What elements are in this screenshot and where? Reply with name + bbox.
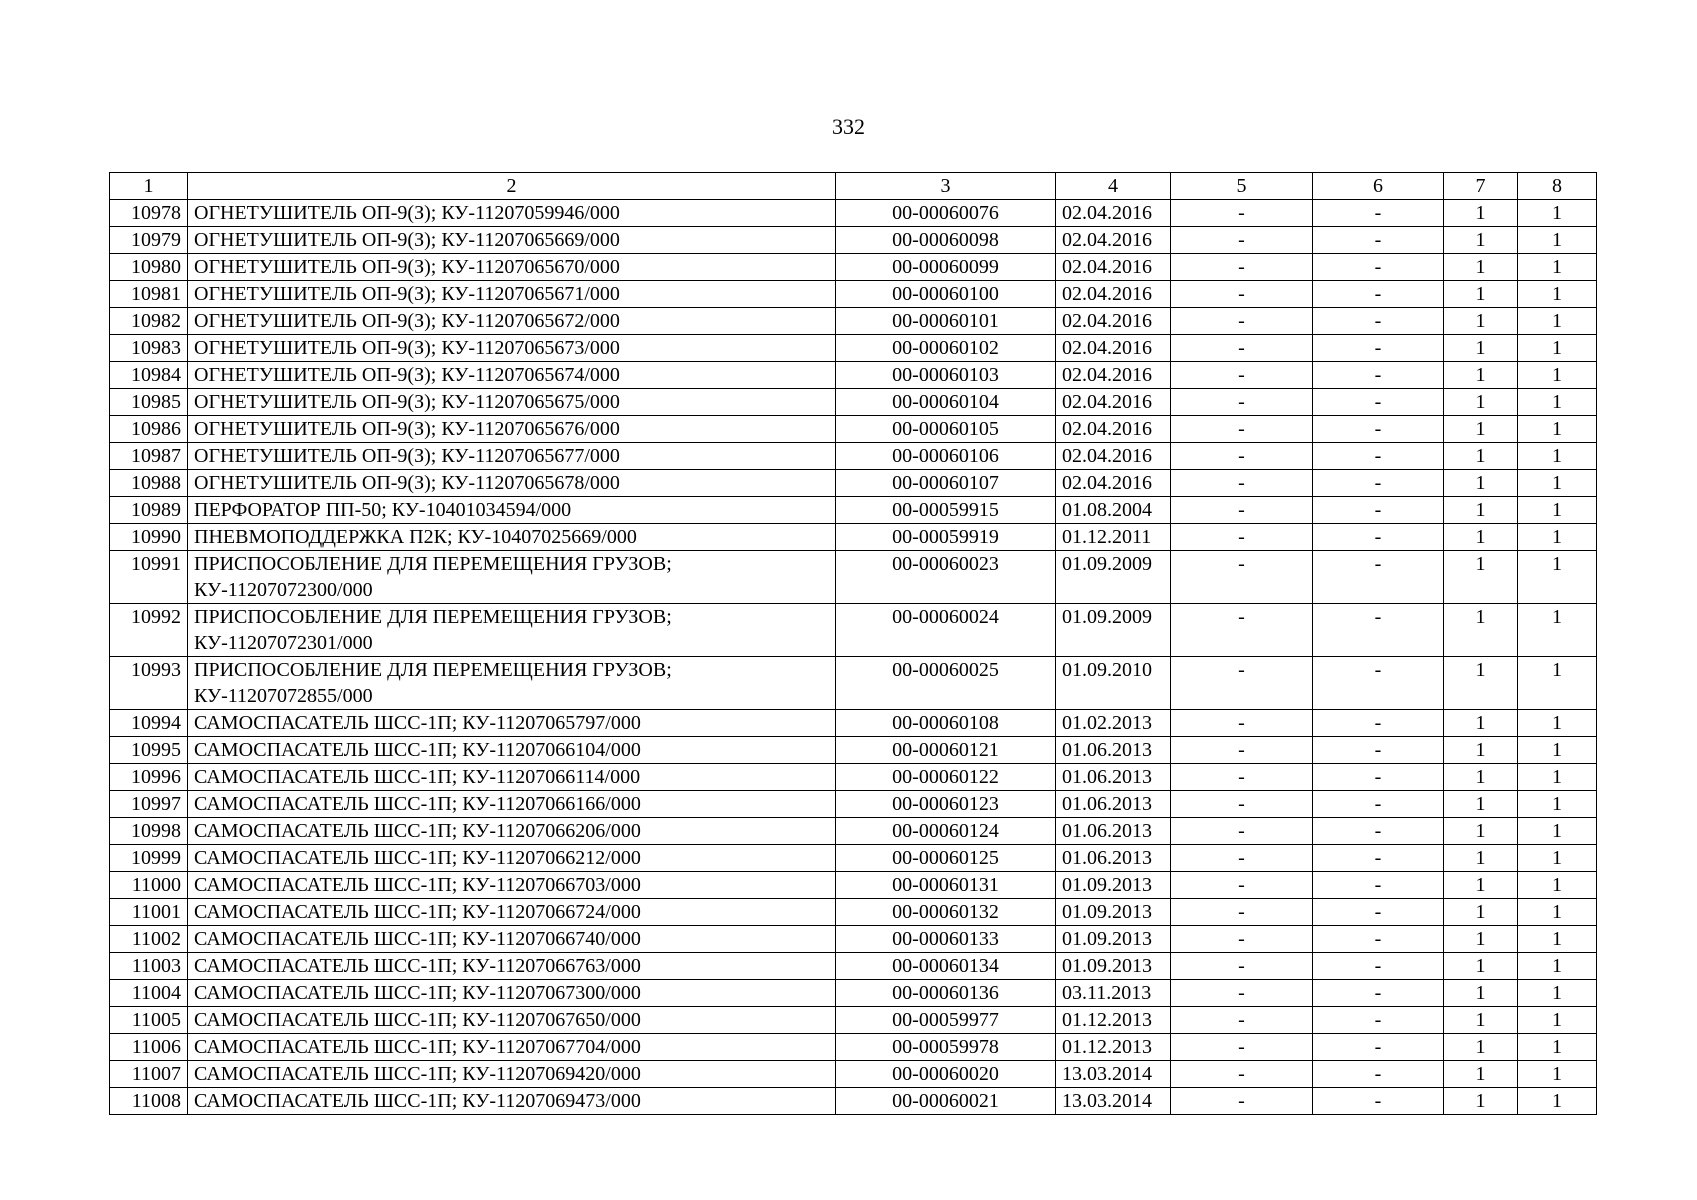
- col-5: -: [1171, 953, 1313, 980]
- col-6: -: [1313, 1088, 1444, 1115]
- col-5: -: [1171, 524, 1313, 551]
- col-8: 1: [1518, 308, 1597, 335]
- inventory-code: 00-00060131: [836, 872, 1056, 899]
- header-cell: 3: [836, 173, 1056, 200]
- table-row: [110, 872, 1597, 899]
- row-number: 10992: [110, 604, 188, 657]
- row-number: 10979: [110, 227, 188, 254]
- table-row: [110, 899, 1597, 926]
- header-row: [110, 173, 1597, 200]
- page-number: 332: [832, 114, 865, 139]
- item-name: ПРИСПОСОБЛЕНИЕ ДЛЯ ПЕРЕМЕЩЕНИЯ ГРУЗОВ; КУ-11207072855/000: [188, 657, 836, 710]
- col-8: 1: [1518, 604, 1597, 657]
- row-number: 10993: [110, 657, 188, 710]
- inventory-code: 00-00060134: [836, 953, 1056, 980]
- col-6: -: [1313, 281, 1444, 308]
- col-8: 1: [1518, 362, 1597, 389]
- inventory-code: 00-00060121: [836, 737, 1056, 764]
- item-name: САМОСПАСАТЕЛЬ ШСС-1П; КУ-11207065797/000: [188, 710, 836, 737]
- col-6: -: [1313, 710, 1444, 737]
- table-row: [110, 1007, 1597, 1034]
- date: 01.09.2009: [1056, 604, 1171, 657]
- inventory-code: 00-00060124: [836, 818, 1056, 845]
- col-8: 1: [1518, 1061, 1597, 1088]
- col-8: 1: [1518, 389, 1597, 416]
- col-5: -: [1171, 551, 1313, 604]
- col-7: 1: [1444, 227, 1518, 254]
- date: 01.12.2011: [1056, 524, 1171, 551]
- col-8: 1: [1518, 1007, 1597, 1034]
- col-5: -: [1171, 1061, 1313, 1088]
- date: 01.12.2013: [1056, 1034, 1171, 1061]
- col-6: -: [1313, 764, 1444, 791]
- item-name: ОГНЕТУШИТЕЛЬ ОП-9(З); КУ-11207065673/000: [188, 335, 836, 362]
- col-7: 1: [1444, 281, 1518, 308]
- item-name: ОГНЕТУШИТЕЛЬ ОП-9(З); КУ-11207065675/000: [188, 389, 836, 416]
- col-8: 1: [1518, 443, 1597, 470]
- inventory-code: 00-00059977: [836, 1007, 1056, 1034]
- item-name: САМОСПАСАТЕЛЬ ШСС-1П; КУ-11207066104/000: [188, 737, 836, 764]
- header-cell: 8: [1518, 173, 1597, 200]
- col-5: -: [1171, 737, 1313, 764]
- inventory-code: 00-00060122: [836, 764, 1056, 791]
- row-number: 10995: [110, 737, 188, 764]
- item-name: САМОСПАСАТЕЛЬ ШСС-1П; КУ-11207066763/000: [188, 953, 836, 980]
- col-7: 1: [1444, 200, 1518, 227]
- col-7: 1: [1444, 899, 1518, 926]
- table-row: [110, 1088, 1597, 1115]
- inventory-code: 00-00060107: [836, 470, 1056, 497]
- col-7: 1: [1444, 926, 1518, 953]
- inventory-code: 00-00060076: [836, 200, 1056, 227]
- col-6: -: [1313, 737, 1444, 764]
- col-5: -: [1171, 470, 1313, 497]
- col-8: 1: [1518, 281, 1597, 308]
- inventory-code: 00-00060108: [836, 710, 1056, 737]
- inventory-code: 00-00060101: [836, 308, 1056, 335]
- row-number: 10987: [110, 443, 188, 470]
- col-8: 1: [1518, 227, 1597, 254]
- col-7: 1: [1444, 791, 1518, 818]
- col-5: -: [1171, 710, 1313, 737]
- date: 02.04.2016: [1056, 308, 1171, 335]
- item-name: ОГНЕТУШИТЕЛЬ ОП-9(З); КУ-11207059946/000: [188, 200, 836, 227]
- table-row: [110, 657, 1597, 710]
- inventory-code: 00-00060104: [836, 389, 1056, 416]
- inventory-code: 00-00060099: [836, 254, 1056, 281]
- inventory-code: 00-00060125: [836, 845, 1056, 872]
- inventory-table: [109, 172, 1597, 1115]
- row-number: 10985: [110, 389, 188, 416]
- table-row: [110, 551, 1597, 604]
- col-6: -: [1313, 497, 1444, 524]
- col-5: -: [1171, 227, 1313, 254]
- item-name: САМОСПАСАТЕЛЬ ШСС-1П; КУ-11207066740/000: [188, 926, 836, 953]
- item-name: ОГНЕТУШИТЕЛЬ ОП-9(З); КУ-11207065676/000: [188, 416, 836, 443]
- row-number: 11002: [110, 926, 188, 953]
- table-row: [110, 497, 1597, 524]
- date: 01.06.2013: [1056, 764, 1171, 791]
- item-name: САМОСПАСАТЕЛЬ ШСС-1П; КУ-11207069420/000: [188, 1061, 836, 1088]
- col-7: 1: [1444, 362, 1518, 389]
- row-number: 11000: [110, 872, 188, 899]
- col-8: 1: [1518, 200, 1597, 227]
- item-name: ОГНЕТУШИТЕЛЬ ОП-9(З); КУ-11207065674/000: [188, 362, 836, 389]
- col-5: -: [1171, 497, 1313, 524]
- inventory-code: 00-00060136: [836, 980, 1056, 1007]
- row-number: 10981: [110, 281, 188, 308]
- item-name: ОГНЕТУШИТЕЛЬ ОП-9(З); КУ-11207065670/000: [188, 254, 836, 281]
- row-number: 10990: [110, 524, 188, 551]
- inventory-code: 00-00060105: [836, 416, 1056, 443]
- row-number: 10982: [110, 308, 188, 335]
- date: 02.04.2016: [1056, 443, 1171, 470]
- col-7: 1: [1444, 416, 1518, 443]
- table-body: [110, 173, 1597, 1115]
- row-number: 11006: [110, 1034, 188, 1061]
- col-5: -: [1171, 791, 1313, 818]
- row-number: 10991: [110, 551, 188, 604]
- col-8: 1: [1518, 899, 1597, 926]
- inventory-code: 00-00059978: [836, 1034, 1056, 1061]
- item-name: ОГНЕТУШИТЕЛЬ ОП-9(З); КУ-11207065678/000: [188, 470, 836, 497]
- col-6: -: [1313, 416, 1444, 443]
- col-6: -: [1313, 818, 1444, 845]
- date: 01.12.2013: [1056, 1007, 1171, 1034]
- date: 02.04.2016: [1056, 254, 1171, 281]
- table-row: [110, 470, 1597, 497]
- inventory-code: 00-00060025: [836, 657, 1056, 710]
- row-number: 11005: [110, 1007, 188, 1034]
- col-6: -: [1313, 335, 1444, 362]
- item-name: ПРИСПОСОБЛЕНИЕ ДЛЯ ПЕРЕМЕЩЕНИЯ ГРУЗОВ; КУ-11207072300/000: [188, 551, 836, 604]
- col-6: -: [1313, 389, 1444, 416]
- col-6: -: [1313, 470, 1444, 497]
- row-number: 10980: [110, 254, 188, 281]
- col-6: -: [1313, 524, 1444, 551]
- item-name: САМОСПАСАТЕЛЬ ШСС-1П; КУ-11207069473/000: [188, 1088, 836, 1115]
- table-row: [110, 416, 1597, 443]
- table-row: [110, 953, 1597, 980]
- table-row: [110, 443, 1597, 470]
- col-7: 1: [1444, 953, 1518, 980]
- date: 02.04.2016: [1056, 389, 1171, 416]
- col-8: 1: [1518, 926, 1597, 953]
- row-number: 10996: [110, 764, 188, 791]
- table-row: [110, 200, 1597, 227]
- date: 13.03.2014: [1056, 1061, 1171, 1088]
- col-7: 1: [1444, 818, 1518, 845]
- col-7: 1: [1444, 604, 1518, 657]
- col-6: -: [1313, 1007, 1444, 1034]
- col-8: 1: [1518, 872, 1597, 899]
- table-row: [110, 604, 1597, 657]
- item-name: ОГНЕТУШИТЕЛЬ ОП-9(З); КУ-11207065671/000: [188, 281, 836, 308]
- col-7: 1: [1444, 764, 1518, 791]
- col-8: 1: [1518, 335, 1597, 362]
- col-5: -: [1171, 443, 1313, 470]
- table-row: [110, 227, 1597, 254]
- date: 02.04.2016: [1056, 416, 1171, 443]
- date: 01.09.2009: [1056, 551, 1171, 604]
- table-row: [110, 362, 1597, 389]
- date: 01.06.2013: [1056, 818, 1171, 845]
- date: 01.06.2013: [1056, 791, 1171, 818]
- col-7: 1: [1444, 551, 1518, 604]
- inventory-code: 00-00060133: [836, 926, 1056, 953]
- col-7: 1: [1444, 737, 1518, 764]
- col-5: -: [1171, 764, 1313, 791]
- date: 01.09.2013: [1056, 899, 1171, 926]
- row-number: 11001: [110, 899, 188, 926]
- col-7: 1: [1444, 980, 1518, 1007]
- col-8: 1: [1518, 416, 1597, 443]
- col-8: 1: [1518, 953, 1597, 980]
- col-8: 1: [1518, 551, 1597, 604]
- col-6: -: [1313, 604, 1444, 657]
- table-row: [110, 389, 1597, 416]
- date: 01.06.2013: [1056, 845, 1171, 872]
- header-cell: 5: [1171, 173, 1313, 200]
- date: 01.02.2013: [1056, 710, 1171, 737]
- col-8: 1: [1518, 737, 1597, 764]
- col-7: 1: [1444, 335, 1518, 362]
- col-5: -: [1171, 980, 1313, 1007]
- col-7: 1: [1444, 389, 1518, 416]
- col-5: -: [1171, 899, 1313, 926]
- col-8: 1: [1518, 470, 1597, 497]
- col-5: -: [1171, 845, 1313, 872]
- table-row: [110, 1034, 1597, 1061]
- item-name: САМОСПАСАТЕЛЬ ШСС-1П; КУ-11207067650/000: [188, 1007, 836, 1034]
- table-row: [110, 818, 1597, 845]
- table-row: [110, 335, 1597, 362]
- row-number: 10986: [110, 416, 188, 443]
- item-name: ОГНЕТУШИТЕЛЬ ОП-9(З); КУ-11207065669/000: [188, 227, 836, 254]
- table-row: [110, 926, 1597, 953]
- col-5: -: [1171, 416, 1313, 443]
- date: 03.11.2013: [1056, 980, 1171, 1007]
- table-row: [110, 254, 1597, 281]
- date: 13.03.2014: [1056, 1088, 1171, 1115]
- item-name: САМОСПАСАТЕЛЬ ШСС-1П; КУ-11207067704/000: [188, 1034, 836, 1061]
- col-6: -: [1313, 254, 1444, 281]
- row-number: 11004: [110, 980, 188, 1007]
- col-5: -: [1171, 1034, 1313, 1061]
- col-8: 1: [1518, 845, 1597, 872]
- row-number: 10984: [110, 362, 188, 389]
- col-6: -: [1313, 1034, 1444, 1061]
- date: 01.09.2013: [1056, 953, 1171, 980]
- row-number: 10989: [110, 497, 188, 524]
- date: 02.04.2016: [1056, 362, 1171, 389]
- date: 02.04.2016: [1056, 335, 1171, 362]
- col-8: 1: [1518, 764, 1597, 791]
- header-cell: 1: [110, 173, 188, 200]
- date: 02.04.2016: [1056, 227, 1171, 254]
- col-8: 1: [1518, 710, 1597, 737]
- item-name: ПРИСПОСОБЛЕНИЕ ДЛЯ ПЕРЕМЕЩЕНИЯ ГРУЗОВ; КУ-11207072301/000: [188, 604, 836, 657]
- col-7: 1: [1444, 497, 1518, 524]
- inventory-code: 00-00060098: [836, 227, 1056, 254]
- date: 01.06.2013: [1056, 737, 1171, 764]
- item-name: САМОСПАСАТЕЛЬ ШСС-1П; КУ-11207066206/000: [188, 818, 836, 845]
- inventory-code: 00-00060102: [836, 335, 1056, 362]
- item-name: САМОСПАСАТЕЛЬ ШСС-1П; КУ-11207067300/000: [188, 980, 836, 1007]
- col-6: -: [1313, 926, 1444, 953]
- col-7: 1: [1444, 1007, 1518, 1034]
- inventory-code: 00-00060021: [836, 1088, 1056, 1115]
- header-cell: 7: [1444, 173, 1518, 200]
- col-8: 1: [1518, 1034, 1597, 1061]
- col-7: 1: [1444, 845, 1518, 872]
- col-6: -: [1313, 980, 1444, 1007]
- item-name: САМОСПАСАТЕЛЬ ШСС-1П; КУ-11207066166/000: [188, 791, 836, 818]
- col-7: 1: [1444, 470, 1518, 497]
- inventory-code: 00-00060024: [836, 604, 1056, 657]
- date: 01.09.2013: [1056, 926, 1171, 953]
- table-row: [110, 1061, 1597, 1088]
- row-number: 10999: [110, 845, 188, 872]
- col-8: 1: [1518, 818, 1597, 845]
- table-row: [110, 710, 1597, 737]
- table-row: [110, 791, 1597, 818]
- row-number: 10978: [110, 200, 188, 227]
- col-6: -: [1313, 227, 1444, 254]
- table-row: [110, 737, 1597, 764]
- col-5: -: [1171, 254, 1313, 281]
- col-7: 1: [1444, 710, 1518, 737]
- col-8: 1: [1518, 1088, 1597, 1115]
- col-5: -: [1171, 1088, 1313, 1115]
- col-5: -: [1171, 389, 1313, 416]
- col-7: 1: [1444, 1034, 1518, 1061]
- col-7: 1: [1444, 1061, 1518, 1088]
- item-name: ОГНЕТУШИТЕЛЬ ОП-9(З); КУ-11207065672/000: [188, 308, 836, 335]
- item-name: ОГНЕТУШИТЕЛЬ ОП-9(З); КУ-11207065677/000: [188, 443, 836, 470]
- item-name: ПНЕВМОПОДДЕРЖКА П2К; КУ-10407025669/000: [188, 524, 836, 551]
- inventory-code: 00-00059915: [836, 497, 1056, 524]
- inventory-code: 00-00059919: [836, 524, 1056, 551]
- col-7: 1: [1444, 308, 1518, 335]
- col-6: -: [1313, 362, 1444, 389]
- row-number: 10983: [110, 335, 188, 362]
- row-number: 11008: [110, 1088, 188, 1115]
- inventory-code: 00-00060123: [836, 791, 1056, 818]
- col-8: 1: [1518, 980, 1597, 1007]
- inventory-code: 00-00060020: [836, 1061, 1056, 1088]
- col-5: -: [1171, 281, 1313, 308]
- item-name: ПЕРФОРАТОР ПП-50; КУ-10401034594/000: [188, 497, 836, 524]
- table-row: [110, 764, 1597, 791]
- row-number: 11007: [110, 1061, 188, 1088]
- col-6: -: [1313, 872, 1444, 899]
- row-number: 11003: [110, 953, 188, 980]
- col-5: -: [1171, 657, 1313, 710]
- header-cell: 6: [1313, 173, 1444, 200]
- col-6: -: [1313, 899, 1444, 926]
- col-6: -: [1313, 308, 1444, 335]
- col-7: 1: [1444, 524, 1518, 551]
- col-6: -: [1313, 200, 1444, 227]
- table-row: [110, 845, 1597, 872]
- col-5: -: [1171, 872, 1313, 899]
- col-5: -: [1171, 335, 1313, 362]
- col-5: -: [1171, 604, 1313, 657]
- row-number: 10997: [110, 791, 188, 818]
- item-name: САМОСПАСАТЕЛЬ ШСС-1П; КУ-11207066114/000: [188, 764, 836, 791]
- row-number: 10998: [110, 818, 188, 845]
- table-row: [110, 524, 1597, 551]
- col-7: 1: [1444, 1088, 1518, 1115]
- header-cell: 2: [188, 173, 836, 200]
- col-8: 1: [1518, 657, 1597, 710]
- col-5: -: [1171, 926, 1313, 953]
- date: 01.09.2010: [1056, 657, 1171, 710]
- date: 01.09.2013: [1056, 872, 1171, 899]
- inventory-code: 00-00060132: [836, 899, 1056, 926]
- table-row: [110, 308, 1597, 335]
- col-6: -: [1313, 443, 1444, 470]
- header-cell: 4: [1056, 173, 1171, 200]
- col-8: 1: [1518, 524, 1597, 551]
- table-row: [110, 281, 1597, 308]
- col-5: -: [1171, 308, 1313, 335]
- row-number: 10994: [110, 710, 188, 737]
- date: 02.04.2016: [1056, 470, 1171, 497]
- col-8: 1: [1518, 791, 1597, 818]
- col-7: 1: [1444, 254, 1518, 281]
- inventory-code: 00-00060100: [836, 281, 1056, 308]
- col-5: -: [1171, 200, 1313, 227]
- inventory-code: 00-00060023: [836, 551, 1056, 604]
- col-8: 1: [1518, 497, 1597, 524]
- col-5: -: [1171, 1007, 1313, 1034]
- col-7: 1: [1444, 872, 1518, 899]
- col-6: -: [1313, 551, 1444, 604]
- col-5: -: [1171, 362, 1313, 389]
- inventory-code: 00-00060106: [836, 443, 1056, 470]
- col-6: -: [1313, 953, 1444, 980]
- col-7: 1: [1444, 657, 1518, 710]
- col-5: -: [1171, 818, 1313, 845]
- col-6: -: [1313, 1061, 1444, 1088]
- col-8: 1: [1518, 254, 1597, 281]
- inventory-code: 00-00060103: [836, 362, 1056, 389]
- item-name: САМОСПАСАТЕЛЬ ШСС-1П; КУ-11207066212/000: [188, 845, 836, 872]
- date: 02.04.2016: [1056, 200, 1171, 227]
- table-row: [110, 980, 1597, 1007]
- item-name: САМОСПАСАТЕЛЬ ШСС-1П; КУ-11207066703/000: [188, 872, 836, 899]
- row-number: 10988: [110, 470, 188, 497]
- date: 02.04.2016: [1056, 281, 1171, 308]
- col-7: 1: [1444, 443, 1518, 470]
- col-6: -: [1313, 791, 1444, 818]
- col-6: -: [1313, 845, 1444, 872]
- col-6: -: [1313, 657, 1444, 710]
- date: 01.08.2004: [1056, 497, 1171, 524]
- item-name: САМОСПАСАТЕЛЬ ШСС-1П; КУ-11207066724/000: [188, 899, 836, 926]
